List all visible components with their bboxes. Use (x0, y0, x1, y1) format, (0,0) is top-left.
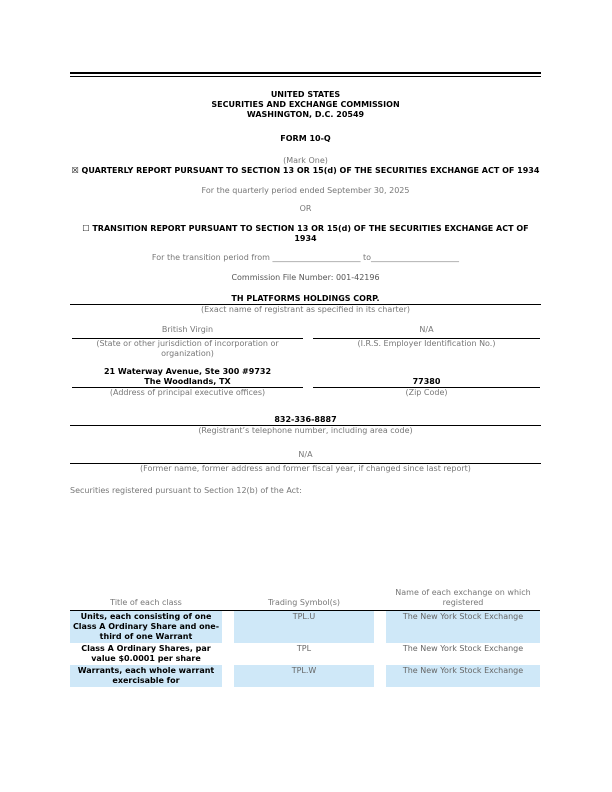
phone-caption: (Registrant’s telephone number, including area code) (198, 426, 413, 435)
cover-page (70, 72, 541, 496)
agency-line-1: UNITED STATES (270, 90, 341, 99)
section-12b-intro: Securities registered pursuant to Section 12(b) of the Act: (70, 486, 302, 495)
cell-symbol: TPL (296, 644, 312, 653)
cell-exchange: The New York Stock Exchange (386, 611, 540, 644)
zip-caption: (Zip Code) (405, 388, 448, 397)
quarterly-report-checkbox: ☒ QUARTERLY REPORT PURSUANT TO SECTION 13 OR 15(d) OF THE SECURITIES EXCHANGE ACT OF 1934 (71, 166, 540, 175)
transition-report-checkbox: ☐ TRANSITION REPORT PURSUANT TO SECTION 13 OR 15(d) OF THE SECURITIES EXCHANGE ACT OF 1934 (82, 224, 529, 243)
table-row (70, 611, 540, 644)
registrant-name-caption: (Exact name of registrant as specified in its charter) (201, 305, 410, 314)
former-name-caption: (Former name, former address and former fiscal year, if changed since last report) (140, 464, 471, 473)
header-exchange: Name of each exchange on which registered (386, 588, 540, 611)
header-symbol: Trading Symbol(s) (234, 588, 374, 611)
cell-symbol: TPL.W (234, 665, 374, 687)
cell-symbol: TPL.U (234, 611, 374, 644)
table-header-row (70, 588, 540, 611)
or-text: OR (299, 204, 312, 213)
address-line-2: The Woodlands, TX (144, 377, 231, 386)
address-caption: (Address of principal executive offices) (109, 388, 266, 397)
period-line: For the quarterly period ended September 30, 2025 (201, 186, 410, 195)
commission-file-number: Commission File Number: 001-42196 (231, 273, 380, 282)
state-caption: (State or other jurisdiction of incorporation or organization) (96, 339, 279, 358)
address-line-1: 21 Waterway Avenue, Ste 300 #9732 (103, 367, 272, 376)
ein-caption: (I.R.S. Employer Identification No.) (357, 339, 496, 348)
form-title: FORM 10-Q (280, 134, 331, 143)
securities-table (70, 588, 540, 687)
cell-title: Class A Ordinary Shares, par value $0.0001 per share (81, 644, 211, 663)
cell-title: Warrants, each whole warrant exercisable for (70, 665, 222, 687)
table-row (70, 643, 540, 665)
registrant-name: TH PLATFORMS HOLDINGS CORP. (231, 294, 380, 303)
ein-value: N/A (419, 325, 434, 334)
agency-line-3: WASHINGTON, D.C. 20549 (246, 110, 365, 119)
state-value: British Virgin (161, 325, 214, 334)
former-name-value: N/A (298, 450, 313, 459)
header-title: Title of each class (70, 588, 222, 611)
cell-exchange: The New York Stock Exchange (402, 644, 524, 653)
agency-line-2: SECURITIES AND EXCHANGE COMMISSION (211, 100, 400, 109)
phone-value: 832-336-8887 (274, 415, 337, 424)
cell-title: Units, each consisting of one Class A Ordinary Share and one-third of one Warrant (70, 611, 222, 644)
mark-one: (Mark One) (283, 156, 328, 165)
transition-period: For the transition period from ______________________ to______________________ (151, 253, 460, 262)
zip-value: 77380 (412, 377, 441, 386)
table-row (70, 665, 540, 687)
cell-exchange: The New York Stock Exchange (386, 665, 540, 687)
